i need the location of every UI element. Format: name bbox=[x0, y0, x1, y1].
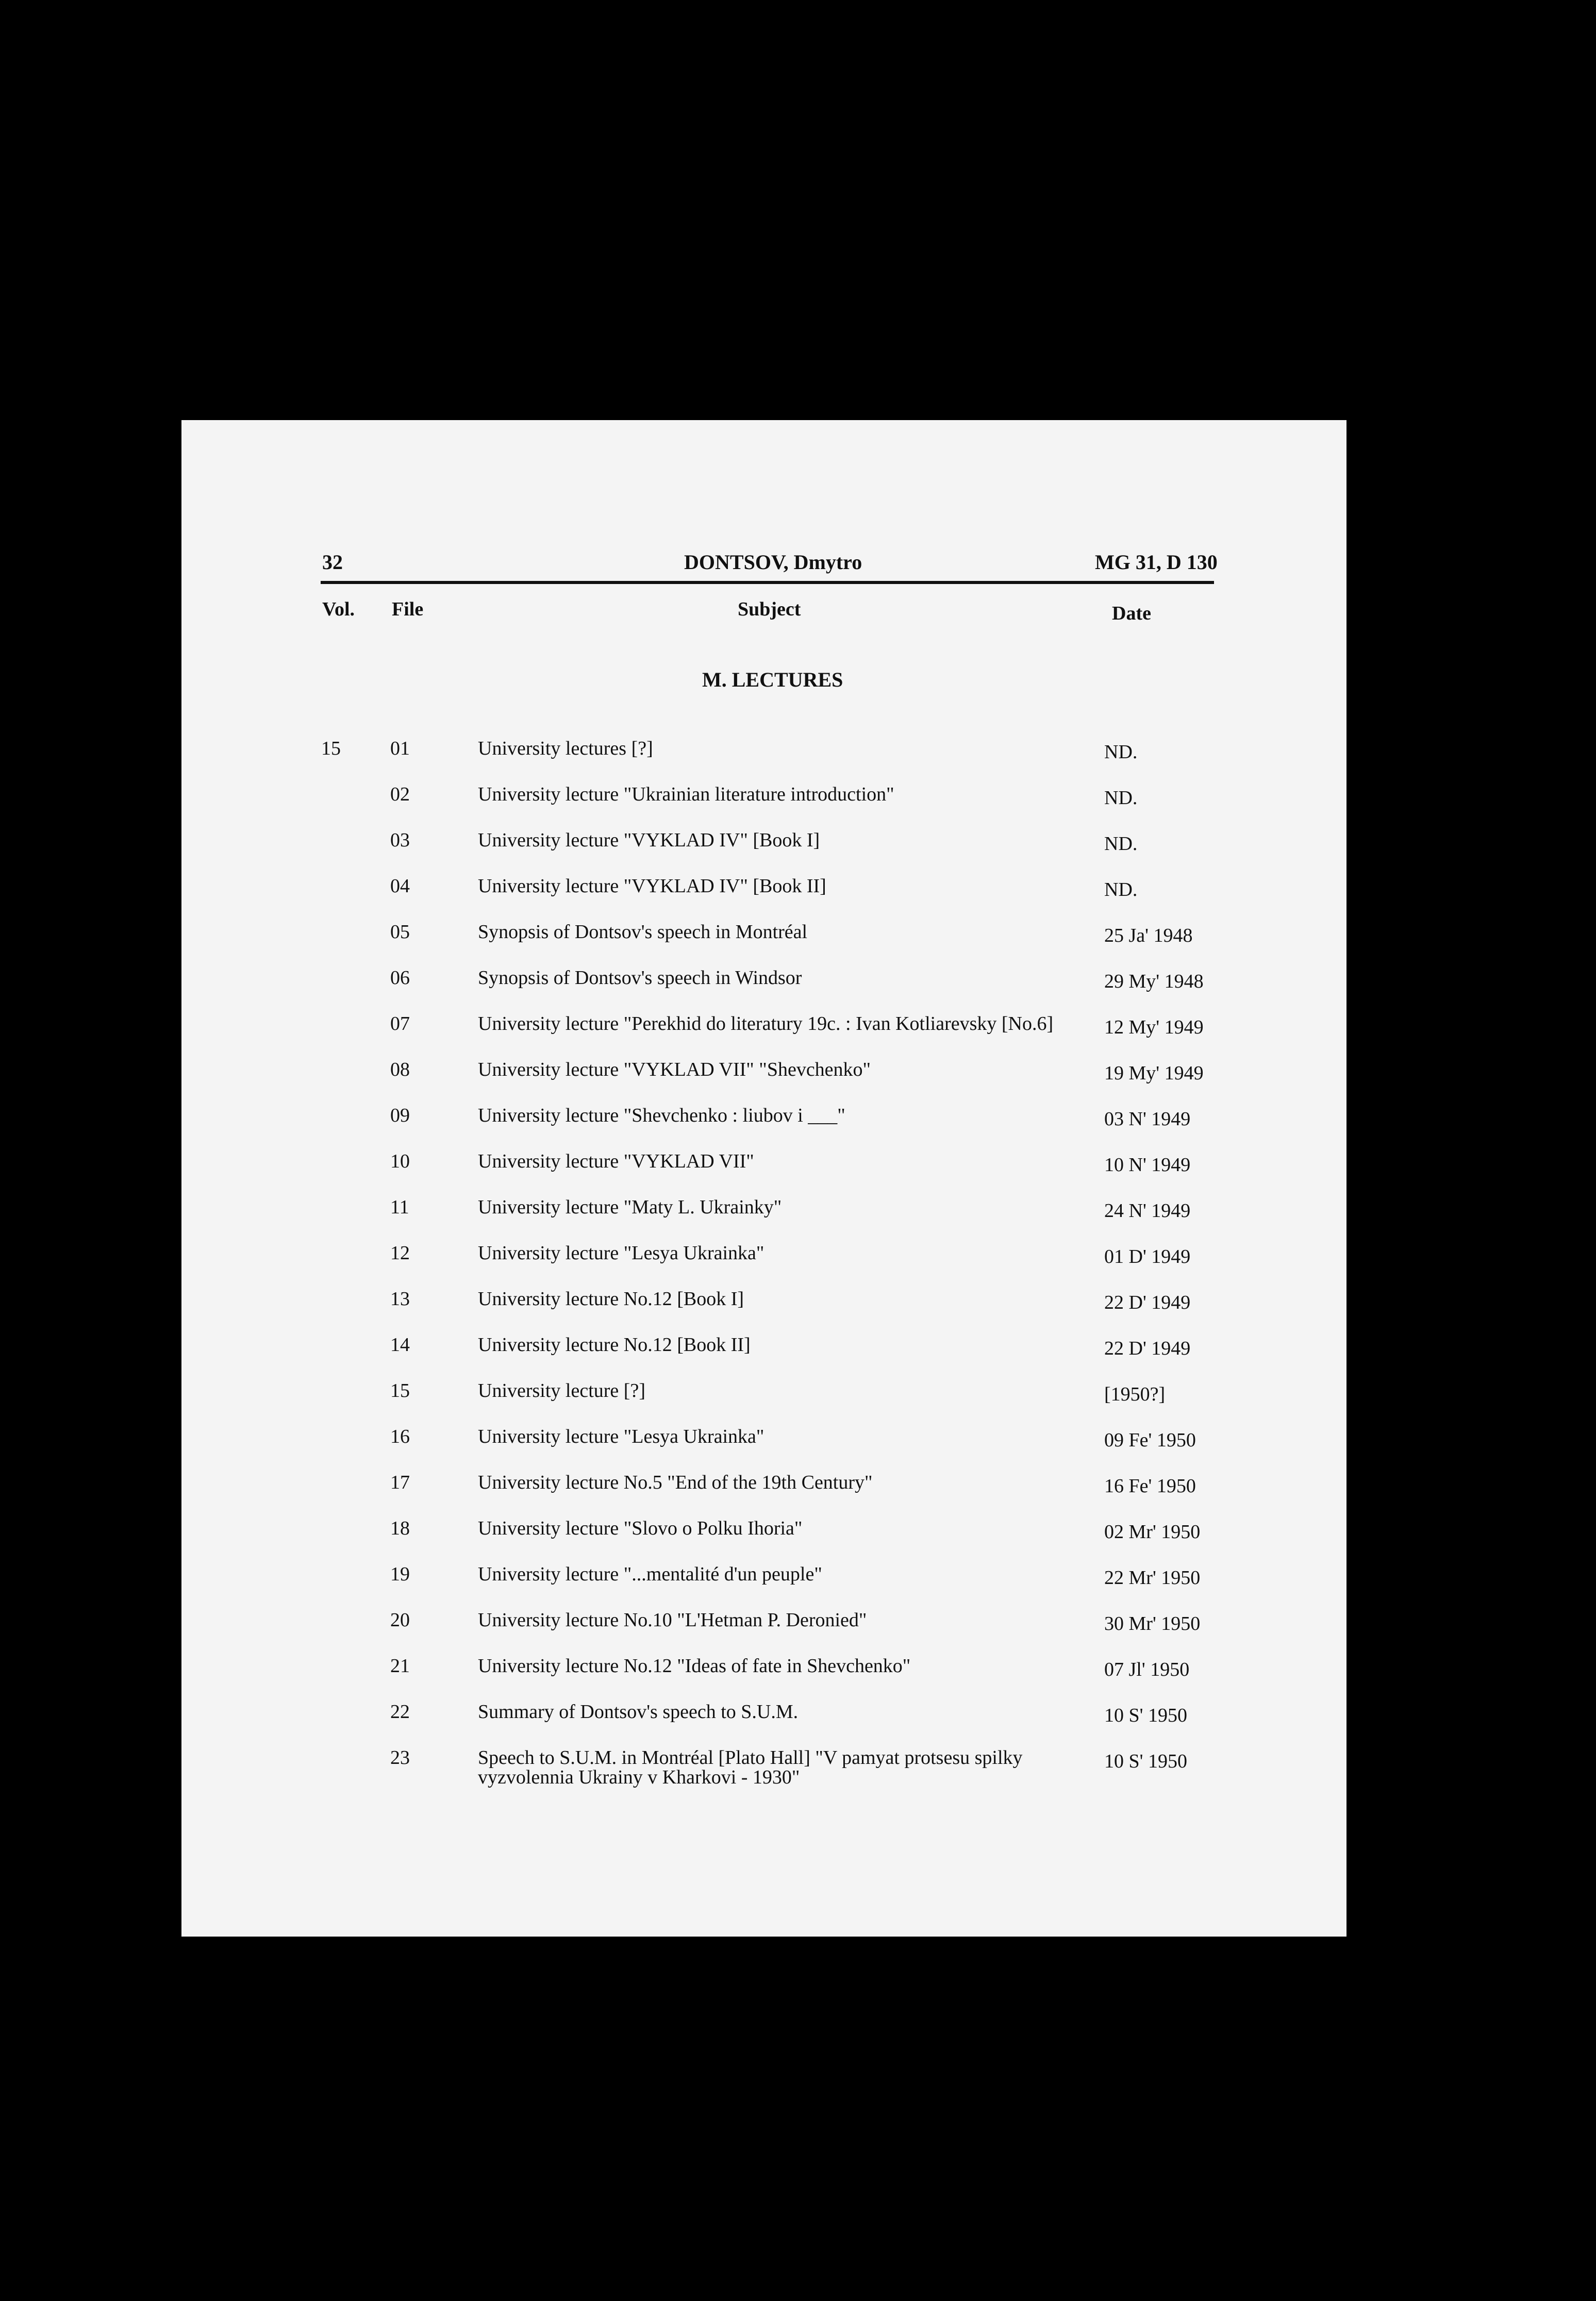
table-row bbox=[181, 737, 1346, 783]
column-header-vol: Vol. bbox=[322, 598, 355, 620]
page-header bbox=[181, 550, 1346, 581]
row-file: 06 bbox=[390, 967, 410, 989]
page-number: 32 bbox=[322, 551, 343, 574]
row-date: 22 D' 1949 bbox=[1104, 1292, 1191, 1313]
table-row bbox=[181, 783, 1346, 829]
row-subject: University lecture "VYKLAD IV" [Book II] bbox=[478, 875, 826, 897]
row-date: [1950?] bbox=[1104, 1383, 1166, 1405]
column-header-date: Date bbox=[1112, 603, 1151, 624]
row-file: 19 bbox=[390, 1563, 410, 1585]
table-row bbox=[181, 1517, 1346, 1563]
row-subject: University lecture No.12 [Book II] bbox=[478, 1334, 751, 1356]
row-file: 04 bbox=[390, 875, 410, 897]
document-page bbox=[181, 420, 1346, 1937]
row-subject: University lecture No.12 "Ideas of fate in Shevchenko" bbox=[478, 1655, 911, 1677]
row-date: 29 My' 1948 bbox=[1104, 971, 1204, 992]
table-row bbox=[181, 1471, 1346, 1517]
table-row bbox=[181, 1150, 1346, 1196]
row-subject: University lectures [?] bbox=[478, 738, 653, 759]
row-subject: Summary of Dontsov's speech to S.U.M. bbox=[478, 1701, 799, 1723]
row-file: 23 bbox=[390, 1747, 410, 1769]
row-subject: Speech to S.U.M. in Montréal [Plato Hall] "V pamyat protsesu spilky vyzvolennia Ukrainy v Kharkovi - 1930" bbox=[478, 1747, 1023, 1788]
table-row bbox=[181, 829, 1346, 875]
row-date: 07 Jl' 1950 bbox=[1104, 1659, 1190, 1680]
row-file: 08 bbox=[390, 1059, 410, 1080]
row-date: 03 N' 1949 bbox=[1104, 1108, 1191, 1130]
table-row bbox=[181, 966, 1346, 1012]
row-file: 13 bbox=[390, 1288, 410, 1310]
row-date: ND. bbox=[1104, 741, 1138, 763]
header-rule bbox=[321, 581, 1214, 584]
row-vol: 15 bbox=[321, 738, 341, 759]
fonds-reference: MG 31, D 130 bbox=[1095, 551, 1218, 574]
row-file: 12 bbox=[390, 1242, 410, 1264]
row-date: 24 N' 1949 bbox=[1104, 1200, 1191, 1222]
table-row bbox=[181, 1700, 1346, 1746]
table-row bbox=[181, 1333, 1346, 1379]
page-title: DONTSOV, Dmytro bbox=[684, 551, 862, 574]
row-subject: University lecture "Maty L. Ukrainky" bbox=[478, 1196, 782, 1218]
row-file: 18 bbox=[390, 1518, 410, 1539]
row-date: 25 Ja' 1948 bbox=[1104, 925, 1193, 946]
row-subject: University lecture "Slovo o Polku Ihoria" bbox=[478, 1518, 803, 1539]
column-header-file: File bbox=[392, 598, 424, 620]
table-row bbox=[181, 1288, 1346, 1333]
row-subject: University lecture "VYKLAD IV" [Book I] bbox=[478, 829, 820, 851]
row-date: 30 Mr' 1950 bbox=[1104, 1613, 1201, 1635]
row-file: 09 bbox=[390, 1105, 410, 1126]
table-row bbox=[181, 1563, 1346, 1609]
row-date: ND. bbox=[1104, 787, 1138, 809]
row-date: 02 Mr' 1950 bbox=[1104, 1521, 1201, 1543]
row-subject: University lecture No.10 "L'Hetman P. Deronied" bbox=[478, 1609, 867, 1631]
table-row bbox=[181, 1379, 1346, 1425]
row-date: ND. bbox=[1104, 833, 1138, 855]
row-date: 10 S' 1950 bbox=[1104, 1750, 1187, 1772]
row-subject: University lecture "...mentalité d'un peuple" bbox=[478, 1563, 822, 1585]
row-file: 03 bbox=[390, 829, 410, 851]
row-subject: University lecture No.5 "End of the 19th Century" bbox=[478, 1472, 873, 1493]
column-header-subject: Subject bbox=[738, 598, 801, 620]
row-subject: University lecture "VYKLAD VII" bbox=[478, 1150, 754, 1172]
table-row bbox=[181, 1655, 1346, 1700]
row-file: 17 bbox=[390, 1472, 410, 1493]
table-row bbox=[181, 921, 1346, 966]
row-subject: University lecture No.12 [Book I] bbox=[478, 1288, 744, 1310]
table-row bbox=[181, 1012, 1346, 1058]
table-row bbox=[181, 875, 1346, 921]
row-date: 10 S' 1950 bbox=[1104, 1705, 1187, 1726]
row-file: 16 bbox=[390, 1426, 410, 1447]
table-row bbox=[181, 1746, 1346, 1792]
row-date: 01 D' 1949 bbox=[1104, 1246, 1191, 1268]
row-file: 11 bbox=[390, 1196, 409, 1218]
row-subject: University lecture [?] bbox=[478, 1380, 645, 1402]
row-date: 22 Mr' 1950 bbox=[1104, 1567, 1201, 1589]
row-subject: University lecture "Lesya Ukrainka" bbox=[478, 1426, 764, 1447]
row-file: 14 bbox=[390, 1334, 410, 1356]
row-file: 20 bbox=[390, 1609, 410, 1631]
entries-list bbox=[181, 737, 1346, 1792]
row-date: 19 My' 1949 bbox=[1104, 1062, 1204, 1084]
row-file: 05 bbox=[390, 921, 410, 943]
row-date: 16 Fe' 1950 bbox=[1104, 1475, 1196, 1497]
row-subject: University lecture "VYKLAD VII" "Shevchenko" bbox=[478, 1059, 871, 1080]
row-file: 07 bbox=[390, 1013, 410, 1035]
row-subject: University lecture "Ukrainian literature introduction" bbox=[478, 783, 894, 805]
row-date: 22 D' 1949 bbox=[1104, 1338, 1191, 1359]
table-row bbox=[181, 1609, 1346, 1655]
table-row bbox=[181, 1425, 1346, 1471]
row-file: 21 bbox=[390, 1655, 410, 1677]
row-subject: University lecture "Lesya Ukrainka" bbox=[478, 1242, 764, 1264]
row-file: 02 bbox=[390, 783, 410, 805]
row-date: 10 N' 1949 bbox=[1104, 1154, 1191, 1176]
row-date: 09 Fe' 1950 bbox=[1104, 1429, 1196, 1451]
row-file: 10 bbox=[390, 1150, 410, 1172]
row-subject: University lecture "Perekhid do literatury 19c. : Ivan Kotliarevsky [No.6] bbox=[478, 1013, 1054, 1035]
row-file: 15 bbox=[390, 1380, 410, 1402]
section-title: M. LECTURES bbox=[702, 668, 843, 691]
row-subject: University lecture "Shevchenko : liubov i ___" bbox=[478, 1105, 845, 1126]
row-date: 12 My' 1949 bbox=[1104, 1016, 1204, 1038]
row-file: 22 bbox=[390, 1701, 410, 1723]
row-subject: Synopsis of Dontsov's speech in Montréal bbox=[478, 921, 808, 943]
row-file: 01 bbox=[390, 738, 410, 759]
row-date: ND. bbox=[1104, 879, 1138, 901]
table-row bbox=[181, 1242, 1346, 1288]
row-subject: Synopsis of Dontsov's speech in Windsor bbox=[478, 967, 802, 989]
table-row bbox=[181, 1196, 1346, 1242]
table-row bbox=[181, 1058, 1346, 1104]
table-row bbox=[181, 1104, 1346, 1150]
